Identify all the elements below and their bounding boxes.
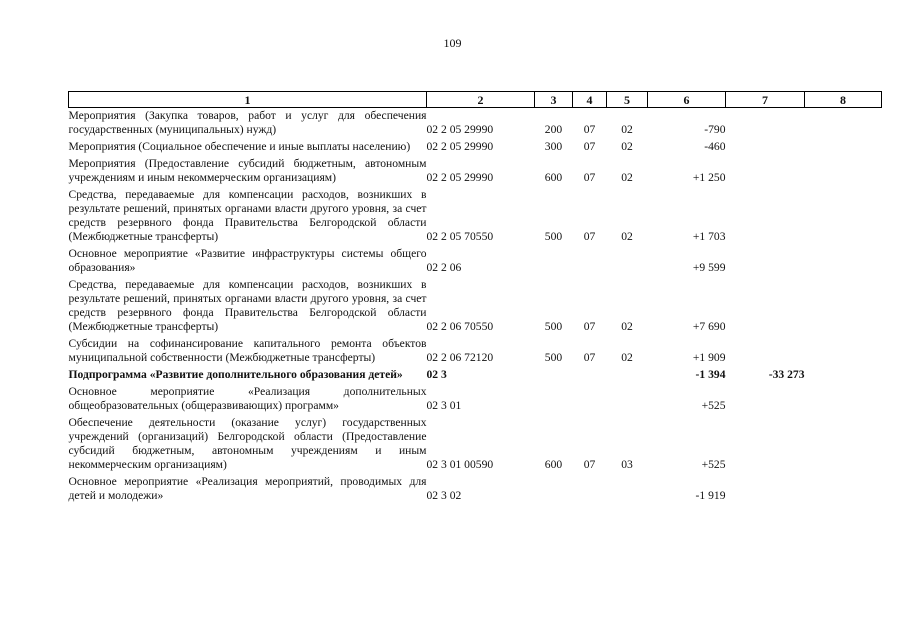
row-col-8 xyxy=(805,474,882,505)
row-code: 02 2 05 29990 xyxy=(426,123,494,136)
table-row xyxy=(69,108,882,140)
row-col-5 xyxy=(607,384,648,415)
table-row xyxy=(69,139,882,156)
table-row xyxy=(69,415,882,474)
row-col-4 xyxy=(573,474,607,505)
header-cell-3: 3 xyxy=(535,92,573,108)
row-col-7 xyxy=(726,156,805,187)
header-cell-8: 8 xyxy=(805,92,882,108)
row-code: 02 3 xyxy=(426,368,447,381)
row-name: Мероприятия (Социальное обеспечение и иные выплаты населению) xyxy=(68,140,411,153)
row-col-8 xyxy=(805,384,882,415)
row-col-8 xyxy=(805,367,882,384)
row-col-6: +525 xyxy=(701,458,726,471)
row-col-6: -460 xyxy=(704,140,726,153)
row-col-3 xyxy=(535,246,573,277)
row-col-7 xyxy=(726,187,805,246)
row-col-4 xyxy=(573,367,607,384)
row-col-7 xyxy=(726,246,805,277)
row-col-8 xyxy=(805,139,882,156)
row-col-6: -790 xyxy=(704,123,726,136)
row-code: 02 3 01 00590 xyxy=(426,458,494,471)
page-number: 109 xyxy=(443,36,462,50)
row-col-8 xyxy=(805,415,882,474)
row-name: Субсидии на софинансирование капитального ремонта объектов муниципальной собственности (Межбюджетные трансферты) xyxy=(68,337,427,364)
header-cell-6: 6 xyxy=(648,92,726,108)
row-col-5: 02 xyxy=(621,123,633,136)
row-col-7 xyxy=(726,108,805,140)
row-col-6: +1 250 xyxy=(692,171,726,184)
row-name: Мероприятия (Предоставление субсидий бюджетным, автономным учреждениям и иным некоммерческим организациям) xyxy=(68,157,427,184)
row-col-3 xyxy=(535,367,573,384)
row-code: 02 2 05 29990 xyxy=(426,171,494,184)
row-name: Подпрограмма «Развитие дополнительного образования детей» xyxy=(68,368,403,381)
row-code: 02 2 06 70550 xyxy=(426,320,494,333)
row-col-3: 600 xyxy=(544,458,563,471)
row-col-3: 500 xyxy=(544,351,563,364)
table-body xyxy=(69,108,882,506)
row-col-5: 02 xyxy=(621,230,633,243)
header-cell-7: 7 xyxy=(726,92,805,108)
row-col-6: +1 703 xyxy=(692,230,726,243)
row-col-4: 07 xyxy=(583,123,596,136)
table-row xyxy=(69,474,882,505)
row-col-3: 500 xyxy=(544,320,563,333)
row-col-7 xyxy=(726,336,805,367)
row-name: Обеспечение деятельности (оказание услуг) государственных учреждений (организаций) Белгородской области (Предоставление субсидий бюджетным, автономным учреждениям и иным некоммерческим организациям) xyxy=(68,416,427,471)
row-col-3: 600 xyxy=(544,171,563,184)
row-col-7 xyxy=(726,384,805,415)
row-col-4: 07 xyxy=(583,320,596,333)
row-col-5: 02 xyxy=(621,320,633,333)
table-row xyxy=(69,246,882,277)
row-col-3: 200 xyxy=(544,123,563,136)
row-name: Средства, передаваемые для компенсации расходов, возникших в результате решений, принятых органами власти другого уровня, за счет средств резервного фонда Правительства Белгородской области (Межбюджетные трансферты) xyxy=(68,188,427,243)
row-name: Основное мероприятие «Реализация дополнительных общеобразовательных (общеразвивающих) программ» xyxy=(68,385,427,412)
row-code: 02 2 06 xyxy=(426,261,462,274)
row-col-7 xyxy=(726,277,805,336)
header-cell-2: 2 xyxy=(427,92,535,108)
row-col-4: 07 xyxy=(583,458,596,471)
row-col-7: -33 273 xyxy=(768,368,805,381)
header-cell-1: 1 xyxy=(69,92,427,108)
row-col-8 xyxy=(805,156,882,187)
row-col-8 xyxy=(805,187,882,246)
table-row xyxy=(69,384,882,415)
row-col-7 xyxy=(726,415,805,474)
row-code: 02 2 05 29990 xyxy=(426,140,494,153)
row-col-6: -1 919 xyxy=(695,489,726,502)
row-col-5 xyxy=(607,367,648,384)
row-col-4 xyxy=(573,384,607,415)
row-col-7 xyxy=(726,474,805,505)
row-col-5 xyxy=(607,246,648,277)
row-col-3 xyxy=(535,474,573,505)
row-code: 02 3 02 xyxy=(426,489,462,502)
row-col-6: +9 599 xyxy=(692,261,726,274)
row-col-5: 02 xyxy=(621,351,633,364)
row-code: 02 3 01 xyxy=(426,399,462,412)
row-col-8 xyxy=(805,246,882,277)
row-code: 02 2 06 72120 xyxy=(426,351,494,364)
row-name: Основное мероприятие «Реализация мероприятий, проводимых для детей и молодежи» xyxy=(68,475,427,502)
row-name: Основное мероприятие «Развитие инфраструктуры системы общего образования» xyxy=(68,247,427,274)
row-col-3: 300 xyxy=(544,140,563,153)
row-col-3 xyxy=(535,384,573,415)
row-col-4: 07 xyxy=(583,230,596,243)
table-row xyxy=(69,187,882,246)
header-cell-5: 5 xyxy=(607,92,648,108)
row-col-4 xyxy=(573,246,607,277)
row-col-8 xyxy=(805,277,882,336)
table-row xyxy=(69,277,882,336)
row-col-8 xyxy=(805,336,882,367)
row-name: Средства, передаваемые для компенсации расходов, возникших в результате решений, принятых органами власти другого уровня, за счет средств резервного фонда Правительства Белгородской области (Межбюджетные трансферты) xyxy=(68,278,427,333)
header-cell-4: 4 xyxy=(573,92,607,108)
row-col-6: -1 394 xyxy=(695,368,726,381)
row-col-4: 07 xyxy=(583,351,596,364)
row-code: 02 2 05 70550 xyxy=(426,230,494,243)
row-col-5: 02 xyxy=(621,140,633,153)
table-row xyxy=(69,336,882,367)
row-name: Мероприятия (Закупка товаров, работ и услуг для обеспечения государственных (муниципальных) нужд) xyxy=(68,109,427,136)
row-col-6: +7 690 xyxy=(692,320,726,333)
row-col-4: 07 xyxy=(583,140,596,153)
row-col-6: +525 xyxy=(701,399,726,412)
row-col-4: 07 xyxy=(583,171,596,184)
table-row xyxy=(69,367,882,384)
table-header xyxy=(69,92,882,108)
table-row xyxy=(69,156,882,187)
row-col-3: 500 xyxy=(544,230,563,243)
row-col-6: +1 909 xyxy=(692,351,726,364)
row-col-8 xyxy=(805,108,882,140)
row-col-5: 03 xyxy=(621,458,633,471)
budget-table xyxy=(68,91,882,505)
row-col-5 xyxy=(607,474,648,505)
row-col-7 xyxy=(726,139,805,156)
row-col-5: 02 xyxy=(621,171,633,184)
